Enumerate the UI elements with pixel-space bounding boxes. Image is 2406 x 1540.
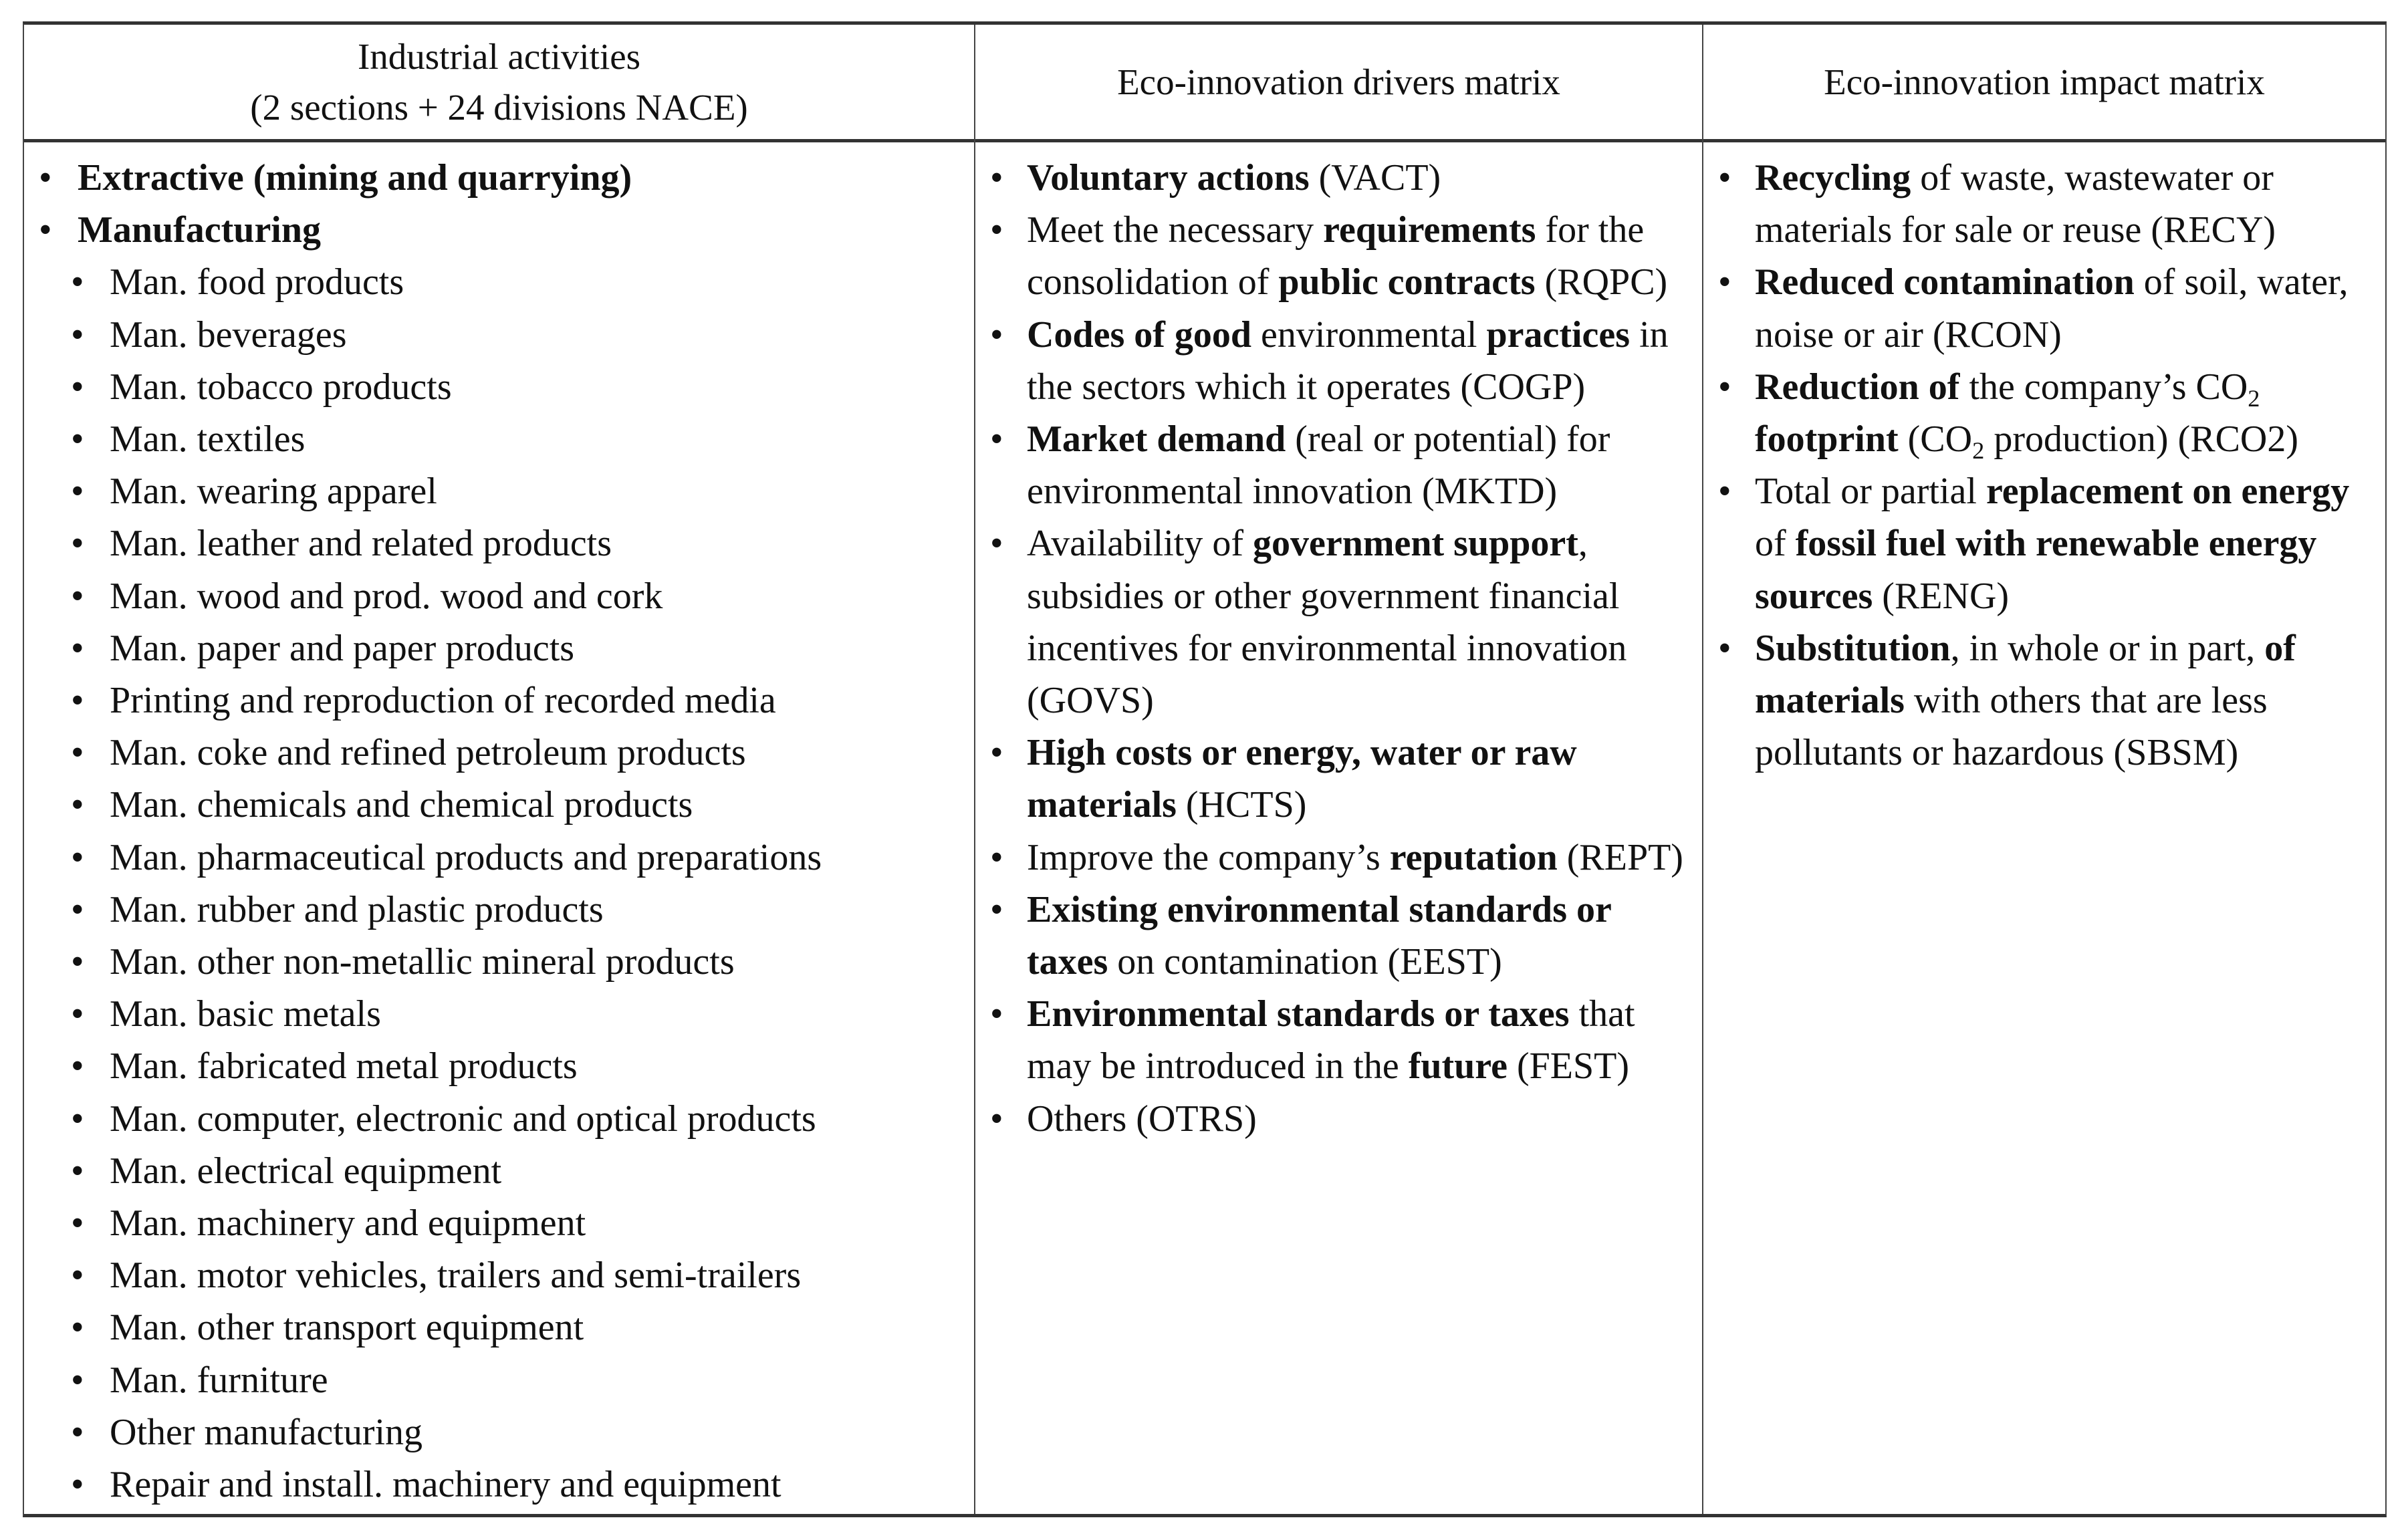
column-impacts: [1703, 25, 2385, 1514]
text-fragment: Availability of: [1027, 523, 1253, 565]
text-fragment: of soil, water, noise or air (RCON): [1755, 261, 2349, 356]
text-fragment: reputation: [1389, 836, 1558, 878]
division-item: • Man. wearing apparel: [24, 465, 974, 517]
text-fragment: future: [1408, 1045, 1508, 1087]
division-item: • Man. rubber and plastic products: [24, 884, 974, 936]
text-fragment: with others that are less pollutants or hazardous (SBSM): [1755, 680, 2268, 774]
text-fragment: requirements: [1323, 209, 1536, 251]
text-fragment: on contamination (EEST): [1108, 941, 1502, 983]
text-fragment: production) (RCO2): [1984, 418, 2299, 461]
text-fragment: the company’s CO: [1959, 366, 2248, 408]
section-label: Extractive (mining and quarrying): [78, 157, 632, 199]
driver-item: [975, 727, 1702, 831]
column-industrial-activities: [24, 25, 975, 1514]
header-impacts: [1703, 25, 2385, 142]
text-fragment: Existing environmental standards or taxes: [1027, 888, 1611, 983]
driver-item: [975, 309, 1702, 413]
text-fragment: 2: [1972, 436, 1985, 464]
driver-item: [975, 884, 1702, 988]
division-item: • Man. beverages: [24, 309, 974, 361]
driver-item: [975, 988, 1702, 1092]
division-item: • Man. wood and prod. wood and cork: [24, 570, 974, 622]
impact-item: [1703, 361, 2385, 465]
text-fragment: Recycling: [1755, 157, 1911, 199]
text-fragment: (HCTS): [1176, 784, 1307, 826]
impact-item: [1703, 465, 2385, 622]
impacts-list: [1703, 152, 2385, 779]
driver-item: [975, 204, 1702, 308]
text-fragment: (VACT): [1309, 157, 1441, 199]
text-fragment: Substitution: [1755, 627, 1951, 669]
division-item: • Man. electrical equipment: [24, 1145, 974, 1197]
division-item: • Man. other transport equipment: [24, 1301, 974, 1354]
text-fragment: Meet the necessary: [1027, 209, 1324, 251]
section-label: Manufacturing: [78, 209, 321, 251]
drivers-list: [975, 152, 1702, 1145]
text-fragment: environmental: [1251, 313, 1487, 356]
text-fragment: government support: [1253, 523, 1578, 565]
column-drivers: [975, 25, 1703, 1514]
division-item: • Man. food products: [24, 256, 974, 308]
division-item: • Man. pharmaceutical products and preparations: [24, 831, 974, 884]
division-item: • Man. motor vehicles, trailers and semi-trailers: [24, 1249, 974, 1301]
text-fragment: public contracts: [1278, 261, 1536, 303]
driver-item: [975, 831, 1702, 884]
header-drivers: [975, 25, 1702, 142]
text-fragment: fossil fuel with renewable energy sources: [1755, 523, 2317, 617]
text-fragment: (REPT): [1557, 836, 1683, 878]
division-item: • Man. leather and related products: [24, 517, 974, 569]
text-fragment: practices: [1486, 313, 1631, 356]
eco-innovation-table: [23, 21, 2387, 1517]
header-title: Eco-innovation impact matrix: [1824, 61, 2265, 102]
division-item: • Man. basic metals: [24, 988, 974, 1040]
impact-item: [1703, 152, 2385, 256]
text-fragment: (RENG): [1873, 575, 2010, 617]
text-fragment: (CO: [1898, 418, 1973, 461]
text-fragment: Market demand: [1027, 418, 1286, 461]
division-item: • Man. textiles: [24, 413, 974, 465]
text-fragment: Voluntary actions: [1027, 157, 1310, 199]
text-fragment: Reduced contamination: [1755, 261, 2135, 303]
text-fragment: footprint: [1755, 418, 1899, 461]
driver-item: [975, 413, 1702, 517]
division-item: • Man. tobacco products: [24, 361, 974, 413]
division-item: • Printing and reproduction of recorded media: [24, 674, 974, 727]
division-item: • Repair and install. machinery and equipment: [24, 1458, 974, 1511]
text-fragment: replacement on energy: [1986, 471, 2350, 513]
header-title: Eco-innovation drivers matrix: [1117, 61, 1560, 102]
text-fragment: 2: [2248, 384, 2260, 412]
text-fragment: , subsidies or other government financial incentives for environmental innovation (GOVS): [1027, 523, 1627, 722]
text-fragment: in the sectors which it operates (COGP): [1027, 313, 1669, 408]
industrial-activities-list: [24, 152, 974, 1511]
impact-item: [1703, 256, 2385, 360]
text-fragment: Codes of good: [1027, 313, 1252, 356]
text-fragment: High costs or energy, water or raw materials: [1027, 732, 1577, 826]
section-item: [24, 152, 974, 204]
division-item: • Man. computer, electronic and optical products: [24, 1093, 974, 1145]
text-fragment: Total or partial: [1755, 471, 1986, 513]
text-fragment: of materials: [1755, 627, 2296, 722]
driver-item: [975, 152, 1702, 204]
text-fragment: of waste, wastewater or materials for sale or reuse (RECY): [1755, 157, 2276, 251]
header-title: Industrial activities: [357, 35, 641, 77]
text-fragment: of: [1755, 523, 1796, 565]
text-fragment: (RQPC): [1535, 261, 1668, 303]
division-item: • Man. other non-metallic mineral products: [24, 936, 974, 988]
section-item: [24, 204, 974, 256]
text-fragment: Reduction of: [1755, 366, 1960, 408]
text-fragment: (FEST): [1508, 1045, 1630, 1087]
text-fragment: for the consolidation of: [1027, 209, 1645, 303]
text-fragment: , in whole or in part,: [1950, 627, 2265, 669]
division-item: • Other manufacturing: [24, 1406, 974, 1458]
text-fragment: that may be introduced in the: [1027, 993, 1635, 1087]
header-industrial-activities: [24, 25, 974, 142]
text-fragment: Environmental standards or taxes: [1027, 993, 1570, 1035]
division-item: • Man. chemicals and chemical products: [24, 779, 974, 831]
text-fragment: Improve the company’s: [1027, 836, 1390, 878]
division-item: • Man. fabricated metal products: [24, 1040, 974, 1092]
division-item: • Man. furniture: [24, 1354, 974, 1406]
driver-item: [975, 1093, 1702, 1145]
division-item: • Man. coke and refined petroleum products: [24, 727, 974, 779]
division-item: • Man. machinery and equipment: [24, 1197, 974, 1249]
text-fragment: (real or potential) for environmental innovation (MKTD): [1027, 418, 1610, 513]
text-fragment: Others (OTRS): [1027, 1098, 1257, 1140]
header-subtitle: (2 sections + 24 divisions NACE): [250, 86, 748, 128]
impact-item: [1703, 622, 2385, 779]
driver-item: [975, 517, 1702, 727]
division-item: • Man. paper and paper products: [24, 622, 974, 674]
